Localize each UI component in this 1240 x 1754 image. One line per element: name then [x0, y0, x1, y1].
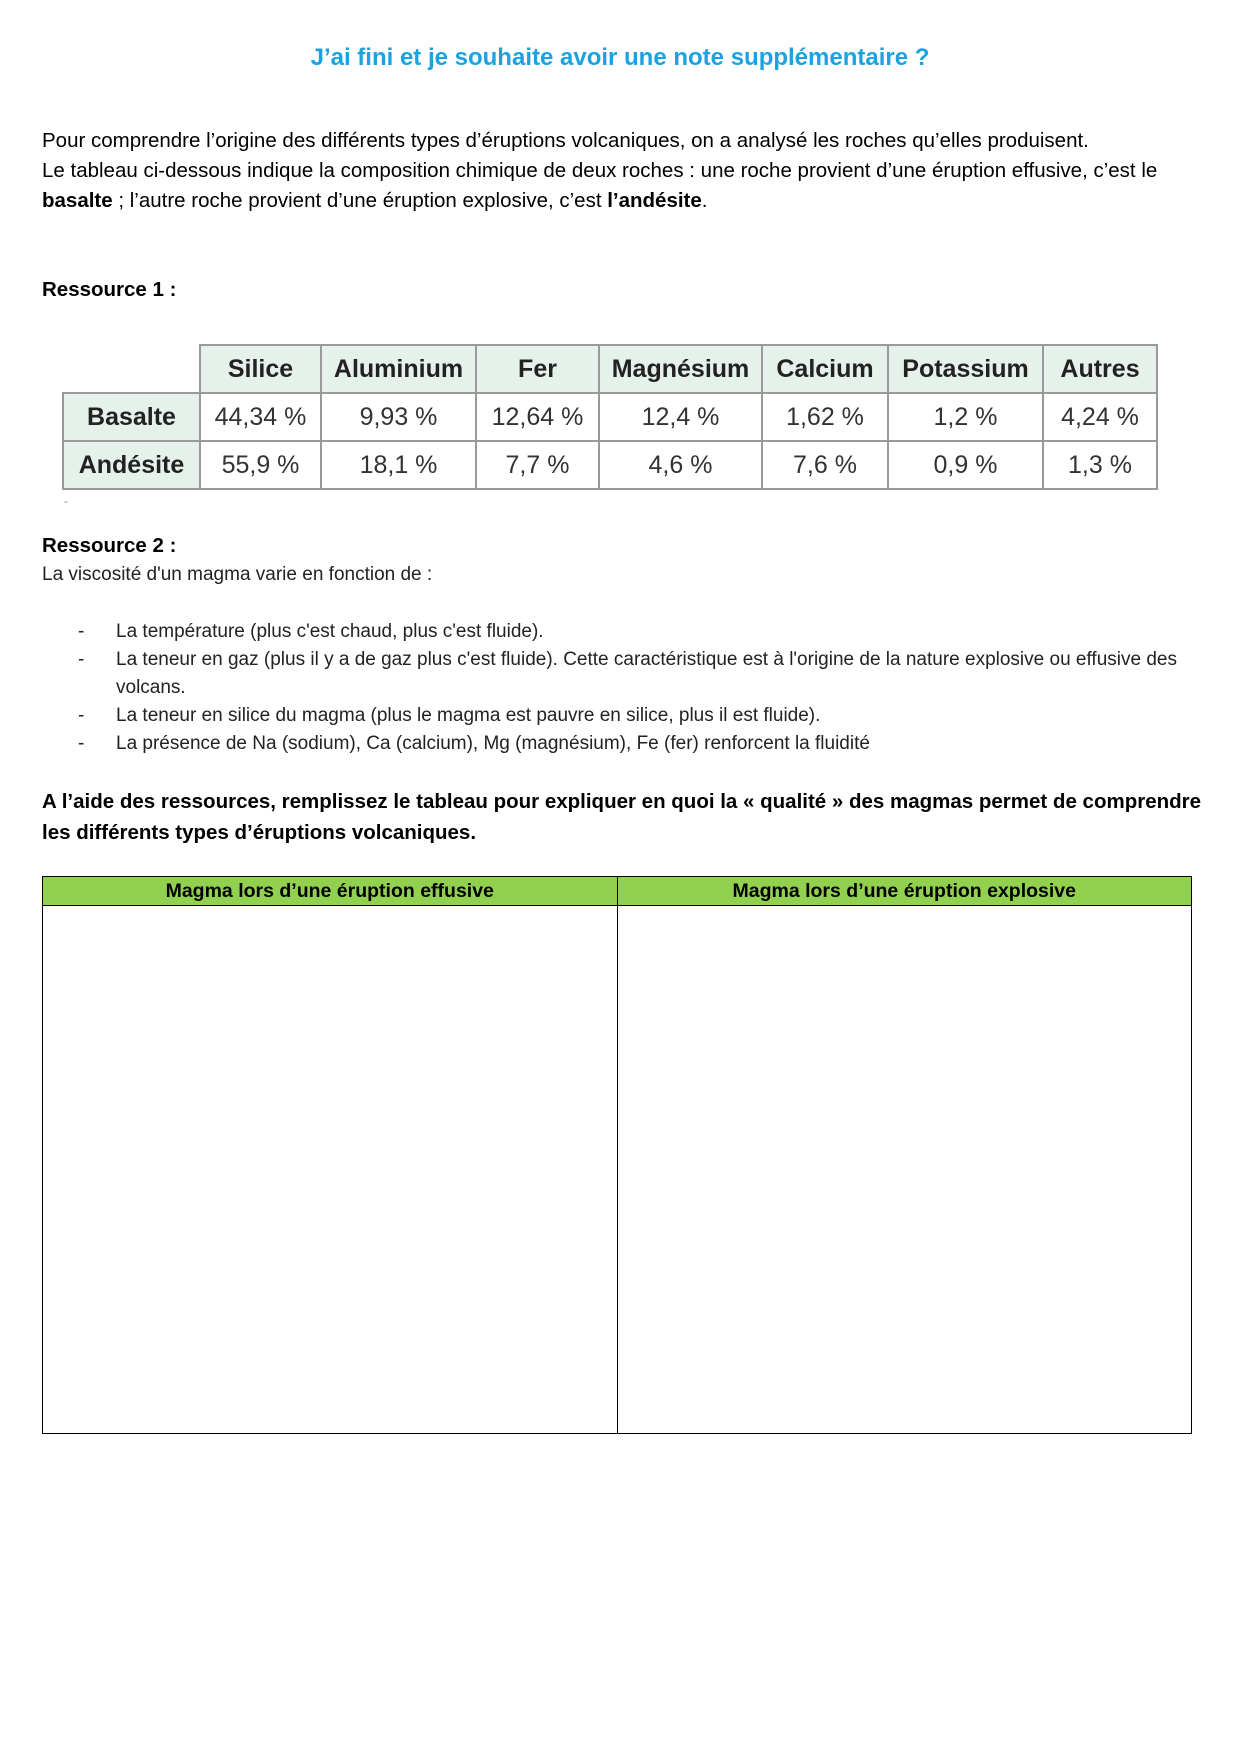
- col-header-autres: Autres: [1043, 345, 1157, 393]
- table-cell: 55,9 %: [200, 441, 321, 489]
- table-cell: 12,4 %: [599, 393, 762, 441]
- col-header-magnesium: Magnésium: [599, 345, 762, 393]
- viscosity-factors-list: [42, 618, 1192, 758]
- intro-paragraph-2: [42, 156, 1202, 216]
- question-instruction: A l’aide des ressources, remplissez le tableau pour expliquer en quoi la « qualité » des magmas permet de comprendre les différents types d’éruptions volcaniques.: [42, 790, 1202, 844]
- answer-header-row: [43, 877, 1192, 906]
- table-row-basalte: [63, 393, 1157, 441]
- list-item: [42, 646, 1192, 702]
- table-cell: 7,7 %: [476, 441, 599, 489]
- page-title: J’ai fini et je souhaite avoir une note supplémentaire ?: [310, 44, 930, 71]
- dash-bullet: -: [78, 705, 85, 726]
- table-cell: 12,64 %: [476, 393, 599, 441]
- list-item: [42, 730, 1192, 758]
- answer-table: [42, 876, 1192, 1434]
- intro-paragraph-1: Pour comprendre l’origine des différents types d’éruptions volcaniques, on a analysé les roches qu’elles produisent.: [42, 129, 1089, 152]
- intro-text: [42, 126, 1202, 216]
- answer-row: [43, 906, 1192, 1434]
- col-header-fer: Fer: [476, 345, 599, 393]
- table-row-andesite: [63, 441, 1157, 489]
- basalte-bold: basalte: [42, 189, 113, 212]
- composition-header-row: [63, 345, 1157, 393]
- table-cell: 0,9 %: [888, 441, 1043, 489]
- table-cell: 4,6 %: [599, 441, 762, 489]
- table-cell: 4,24 %: [1043, 393, 1157, 441]
- row-header-andesite: Andésite: [63, 441, 200, 489]
- table-cell: 1,62 %: [762, 393, 888, 441]
- row-header-basalte: Basalte: [63, 393, 200, 441]
- intro-text-part-1: Le tableau ci-dessous indique la composition chimique de deux roches : une roche provient d’une éruption effusive, c’est le: [42, 159, 1158, 182]
- andesite-bold: l’andésite: [607, 189, 702, 212]
- table-cell: 18,1 %: [321, 441, 476, 489]
- col-header-calcium: Calcium: [762, 345, 888, 393]
- col-header-silice: Silice: [200, 345, 321, 393]
- stray-mark: -: [64, 494, 68, 508]
- answer-cell-effusive[interactable]: [43, 906, 618, 1434]
- intro-text-part-2: ; l’autre roche provient d’une éruption explosive, c’est: [112, 189, 608, 212]
- resource-2-intro: La viscosité d'un magma varie en fonction de :: [42, 564, 433, 585]
- dash-bullet: -: [78, 649, 85, 670]
- list-item-text: La teneur en silice du magma (plus le magma est pauvre en silice, plus il est fluide).: [116, 705, 821, 726]
- list-item: [42, 618, 1192, 646]
- list-item-text: La présence de Na (sodium), Ca (calcium), Mg (magnésium), Fe (fer) renforcent la fluidité: [116, 733, 870, 754]
- table-cell: 1,2 %: [888, 393, 1043, 441]
- answer-header-explosive: Magma lors d’une éruption explosive: [617, 877, 1192, 906]
- table-cell: 9,93 %: [321, 393, 476, 441]
- resource-1-label: Ressource 1 :: [42, 278, 177, 301]
- list-item: [42, 702, 1192, 730]
- intro-text-part-3: .: [701, 189, 708, 212]
- dash-bullet: -: [78, 621, 85, 642]
- table-corner: [63, 345, 200, 393]
- list-item-text: La teneur en gaz (plus il y a de gaz plus c'est fluide). Cette caractéristique est à l'origine de la nature explosive ou effusive des volcans.: [116, 649, 1177, 698]
- table-cell: 44,34 %: [200, 393, 321, 441]
- col-header-potassium: Potassium: [888, 345, 1043, 393]
- answer-cell-explosive[interactable]: [617, 906, 1192, 1434]
- list-item-text: La température (plus c'est chaud, plus c'est fluide).: [116, 621, 544, 642]
- col-header-aluminium: Aluminium: [321, 345, 476, 393]
- dash-bullet: -: [78, 733, 85, 754]
- table-cell: 7,6 %: [762, 441, 888, 489]
- answer-header-effusive: Magma lors d’une éruption effusive: [43, 877, 618, 906]
- composition-table: [62, 344, 1158, 490]
- resource-2-label: Ressource 2 :: [42, 534, 177, 557]
- table-cell: 1,3 %: [1043, 441, 1157, 489]
